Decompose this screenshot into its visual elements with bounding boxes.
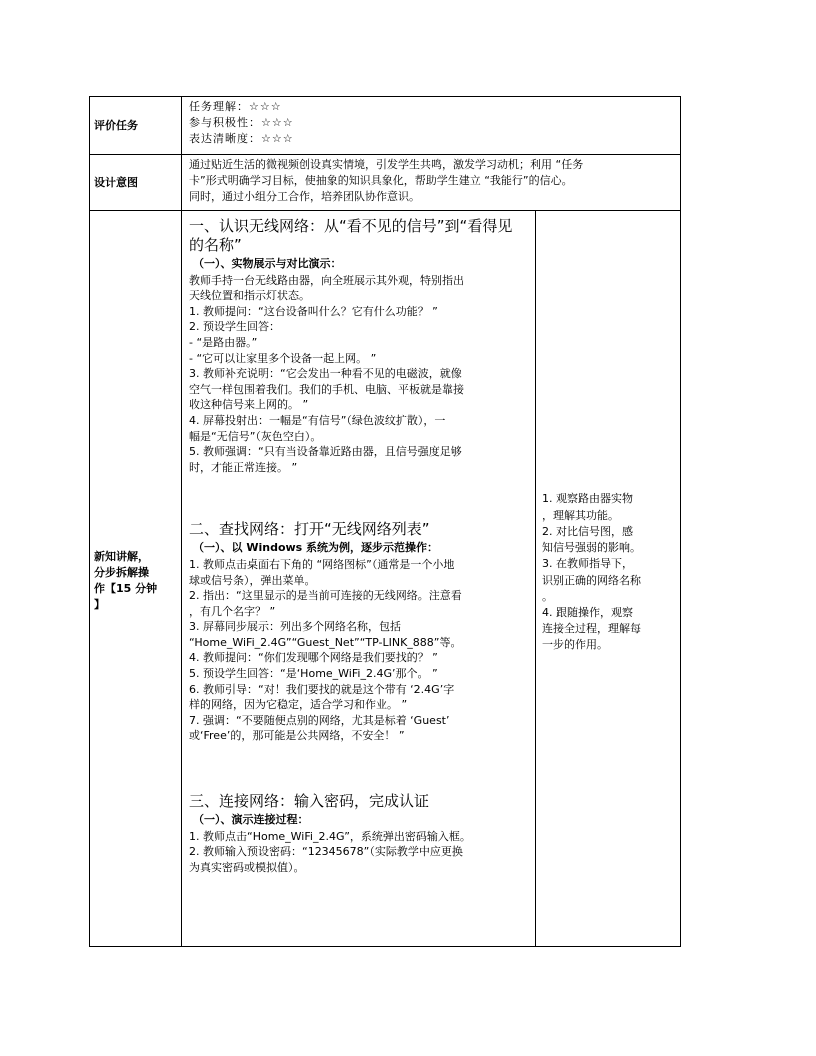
design-content-cell	[182, 155, 681, 211]
section2-line: ，有几个名字？ ”	[189, 604, 276, 618]
section2-heading: 二、查找网络：打开“无线网络列表”	[189, 520, 430, 539]
new-knowledge-row	[90, 211, 681, 947]
activity-line: 2. 对比信号图，感	[542, 524, 633, 538]
section1-line: 5. 教师强调：“只有当设备靠近路由器，且信号强度足够	[189, 445, 462, 459]
section2-line: 5. 预设学生回答：“是‘Home_WiFi_2.4G’那个。 ”	[189, 667, 438, 681]
section1-line: 天线位置和指示灯状态。	[189, 289, 310, 303]
design-line: 通过贴近生活的微视频创设真实情境，引发学生共鸣，激发学习动机；利用 “任务	[189, 158, 584, 171]
new-knowledge-label-line: 分步拆解操	[94, 565, 149, 579]
section1-line: 1. 教师提问：“这台设备叫什么？它有什么功能？ ”	[189, 304, 438, 318]
activity-line: 知信号强弱的影响。	[542, 541, 641, 555]
section1-line: - “它可以让家里多个设备一起上网。 ”	[189, 351, 377, 365]
section2-line: 6. 教师引导：“对！我们要找的就是这个带有 ‘2.4G’字	[189, 682, 455, 696]
section2-line: 3. 屏幕同步展示：列出多个网络名称，包括	[189, 620, 401, 634]
section1-line: 收这种信号来上网的。 ”	[189, 398, 309, 412]
section2-subheading: （一）、以 Windows 系统为例，逐步示范操作：	[193, 541, 439, 555]
section1-line: 幅是“无信号”（灰色空白）。	[189, 429, 322, 443]
section3-line: 1. 教师点击“Home_WiFi_2.4G”，系统弹出密码输入框。	[189, 829, 471, 843]
section3-subheading: （一）、演示连接过程：	[193, 813, 309, 827]
design-line: 卡”形式明确学习目标，使抽象的知识具象化，帮助学生建立 “我能行”的信心。	[189, 174, 573, 187]
section3-line: 2. 教师输入预设密码：“12345678”（实际教学中应更换	[189, 845, 463, 859]
section2-line: 球或信号条），弹出菜单。	[189, 573, 316, 587]
activity-line: 一步的作用。	[542, 638, 608, 652]
section1-line: 时，才能正常连接。 ”	[189, 460, 298, 474]
lesson-plan-table	[89, 96, 681, 947]
new-knowledge-label-line: 新知讲解，	[94, 549, 149, 563]
section2-line: 7. 强调：“不要随便点别的网络，尤其是标着 ‘Guest’	[189, 713, 450, 727]
section1-line: 4. 屏幕投射出：一幅是“有信号”（绿色波纹扩散），一	[189, 413, 446, 427]
evaluation-row	[90, 97, 681, 155]
new-knowledge-label-line: 作【15 分钟	[94, 581, 158, 595]
section2-line: “Home_WiFi_2.4G”“Guest_Net”“TP-LINK_888”等。	[189, 635, 462, 649]
design-intent-row	[90, 155, 681, 211]
activity-line: 识别正确的网络名称	[542, 573, 641, 587]
section3-heading: 三、连接网络：输入密码，完成认证	[189, 792, 430, 811]
section1-heading	[189, 217, 529, 255]
new-knowledge-label-cell	[90, 211, 182, 947]
section2-line: 样的网络，因为它稳定，适合学习和作业。 ”	[189, 698, 408, 712]
section1-subheading: （一）、实物展示与对比演示：	[193, 257, 342, 270]
section1-heading-line: 的名称”	[189, 236, 242, 254]
activity-line: 1. 观察路由器实物	[542, 492, 633, 506]
section1-line: 3. 教师补充说明：“它会发出一种看不见的电磁波，就像	[189, 367, 462, 381]
section1-line: 教师手持一台无线路由器，向全班展示其外观，特别指出	[189, 273, 464, 287]
section2-line: 1. 教师点击桌面右下角的 “网络图标”（通常是一个小地	[189, 557, 455, 571]
section1-line: 2. 预设学生回答：	[189, 320, 280, 334]
section3-line: 为真实密码或模拟值）。	[189, 860, 305, 874]
activity-line: 3. 在教师指导下，	[542, 557, 633, 571]
design-label: 设计意图	[94, 175, 138, 189]
section1-line: - “是路由器。”	[189, 335, 258, 349]
section1-line: 空气一样包围着我们。我们的手机、电脑、平板就是靠接	[189, 382, 464, 396]
evaluation-item: 参与积极性：☆☆☆	[189, 116, 294, 129]
activity-line: ，理解其功能。	[542, 508, 619, 522]
evaluation-item: 表达清晰度：☆☆☆	[189, 132, 294, 145]
student-activity-cell	[536, 211, 681, 947]
evaluation-label: 评价任务	[94, 118, 138, 132]
evaluation-label-cell	[90, 97, 182, 155]
section2-line: 或‘Free’的，那可能是公共网络，不安全！ ”	[189, 729, 405, 743]
section2-line: 2. 指出：“这里显示的是当前可连接的无线网络。注意看	[189, 589, 462, 603]
activity-line: 连接全过程，理解每	[542, 622, 641, 636]
new-knowledge-label-line: 】	[94, 597, 105, 611]
design-line: 同时，通过小组分工合作，培养团队协作意识。	[189, 190, 420, 203]
evaluation-content-cell	[182, 97, 681, 155]
section2-line: 4. 教师提问：“你们发现哪个网络是我们要找的？ ”	[189, 651, 438, 665]
section1-heading-line: 一、认识无线网络：从“看不见的信号”到“看得见	[189, 217, 513, 235]
activity-line: 。	[542, 589, 553, 603]
design-label-cell	[90, 155, 182, 211]
evaluation-item: 任务理解：☆☆☆	[189, 100, 282, 113]
activity-line: 4. 跟随操作，观察	[542, 605, 633, 619]
teaching-content-cell	[182, 211, 536, 947]
